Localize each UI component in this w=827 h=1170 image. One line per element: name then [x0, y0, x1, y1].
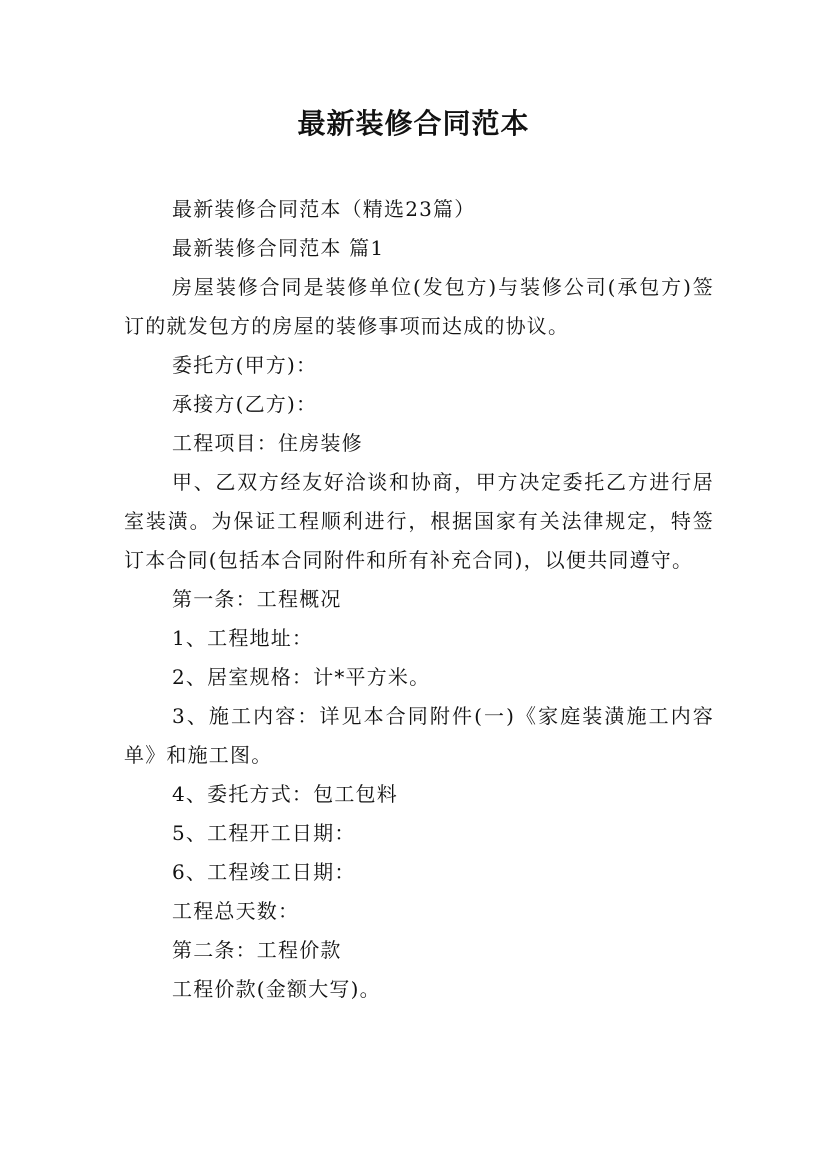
- paragraph-method: 4、委托方式：包工包料: [172, 782, 398, 806]
- paragraph-price: 工程价款(金额大写)。: [172, 977, 381, 1001]
- paragraph-article-2: 第二条：工程价款: [172, 938, 342, 962]
- paragraph-intro: 房屋装修合同是装修单位(发包方)与装修公司(承包方)签订的就发包方的房屋的装修事项而达成的协议。: [124, 275, 714, 338]
- paragraph-project: 工程项目：住房装修: [172, 431, 363, 455]
- document-body: [124, 190, 714, 1009]
- paragraph-section-heading: 最新装修合同范本 篇1: [172, 236, 385, 260]
- paragraph-article-1: 第一条：工程概况: [172, 587, 342, 611]
- paragraph-construction: 3、施工内容：详见本合同附件(一)《家庭装潢施工内容单》和施工图。: [124, 704, 714, 767]
- paragraph-start-date: 5、工程开工日期：: [172, 821, 356, 845]
- paragraph-finish-date: 6、工程竣工日期：: [172, 860, 356, 884]
- paragraph-party-b: 承接方(乙方)：: [172, 392, 318, 416]
- paragraph-subtitle: 最新装修合同范本（精选23篇）: [172, 197, 476, 221]
- document-title: 最新装修合同范本: [297, 107, 530, 140]
- paragraph-agreement: 甲、乙双方经友好洽谈和协商，甲方决定委托乙方进行居室装潢。为保证工程顺利进行，根据国家有关法律规定，特签订本合同(包括本合同附件和所有补充合同)，以便共同遵守。: [124, 470, 714, 572]
- paragraph-total-days: 工程总天数：: [172, 899, 300, 923]
- paragraph-size: 2、居室规格：计*平方米。: [172, 665, 431, 689]
- paragraph-address: 1、工程地址：: [172, 626, 314, 650]
- paragraph-party-a: 委托方(甲方)：: [172, 353, 318, 377]
